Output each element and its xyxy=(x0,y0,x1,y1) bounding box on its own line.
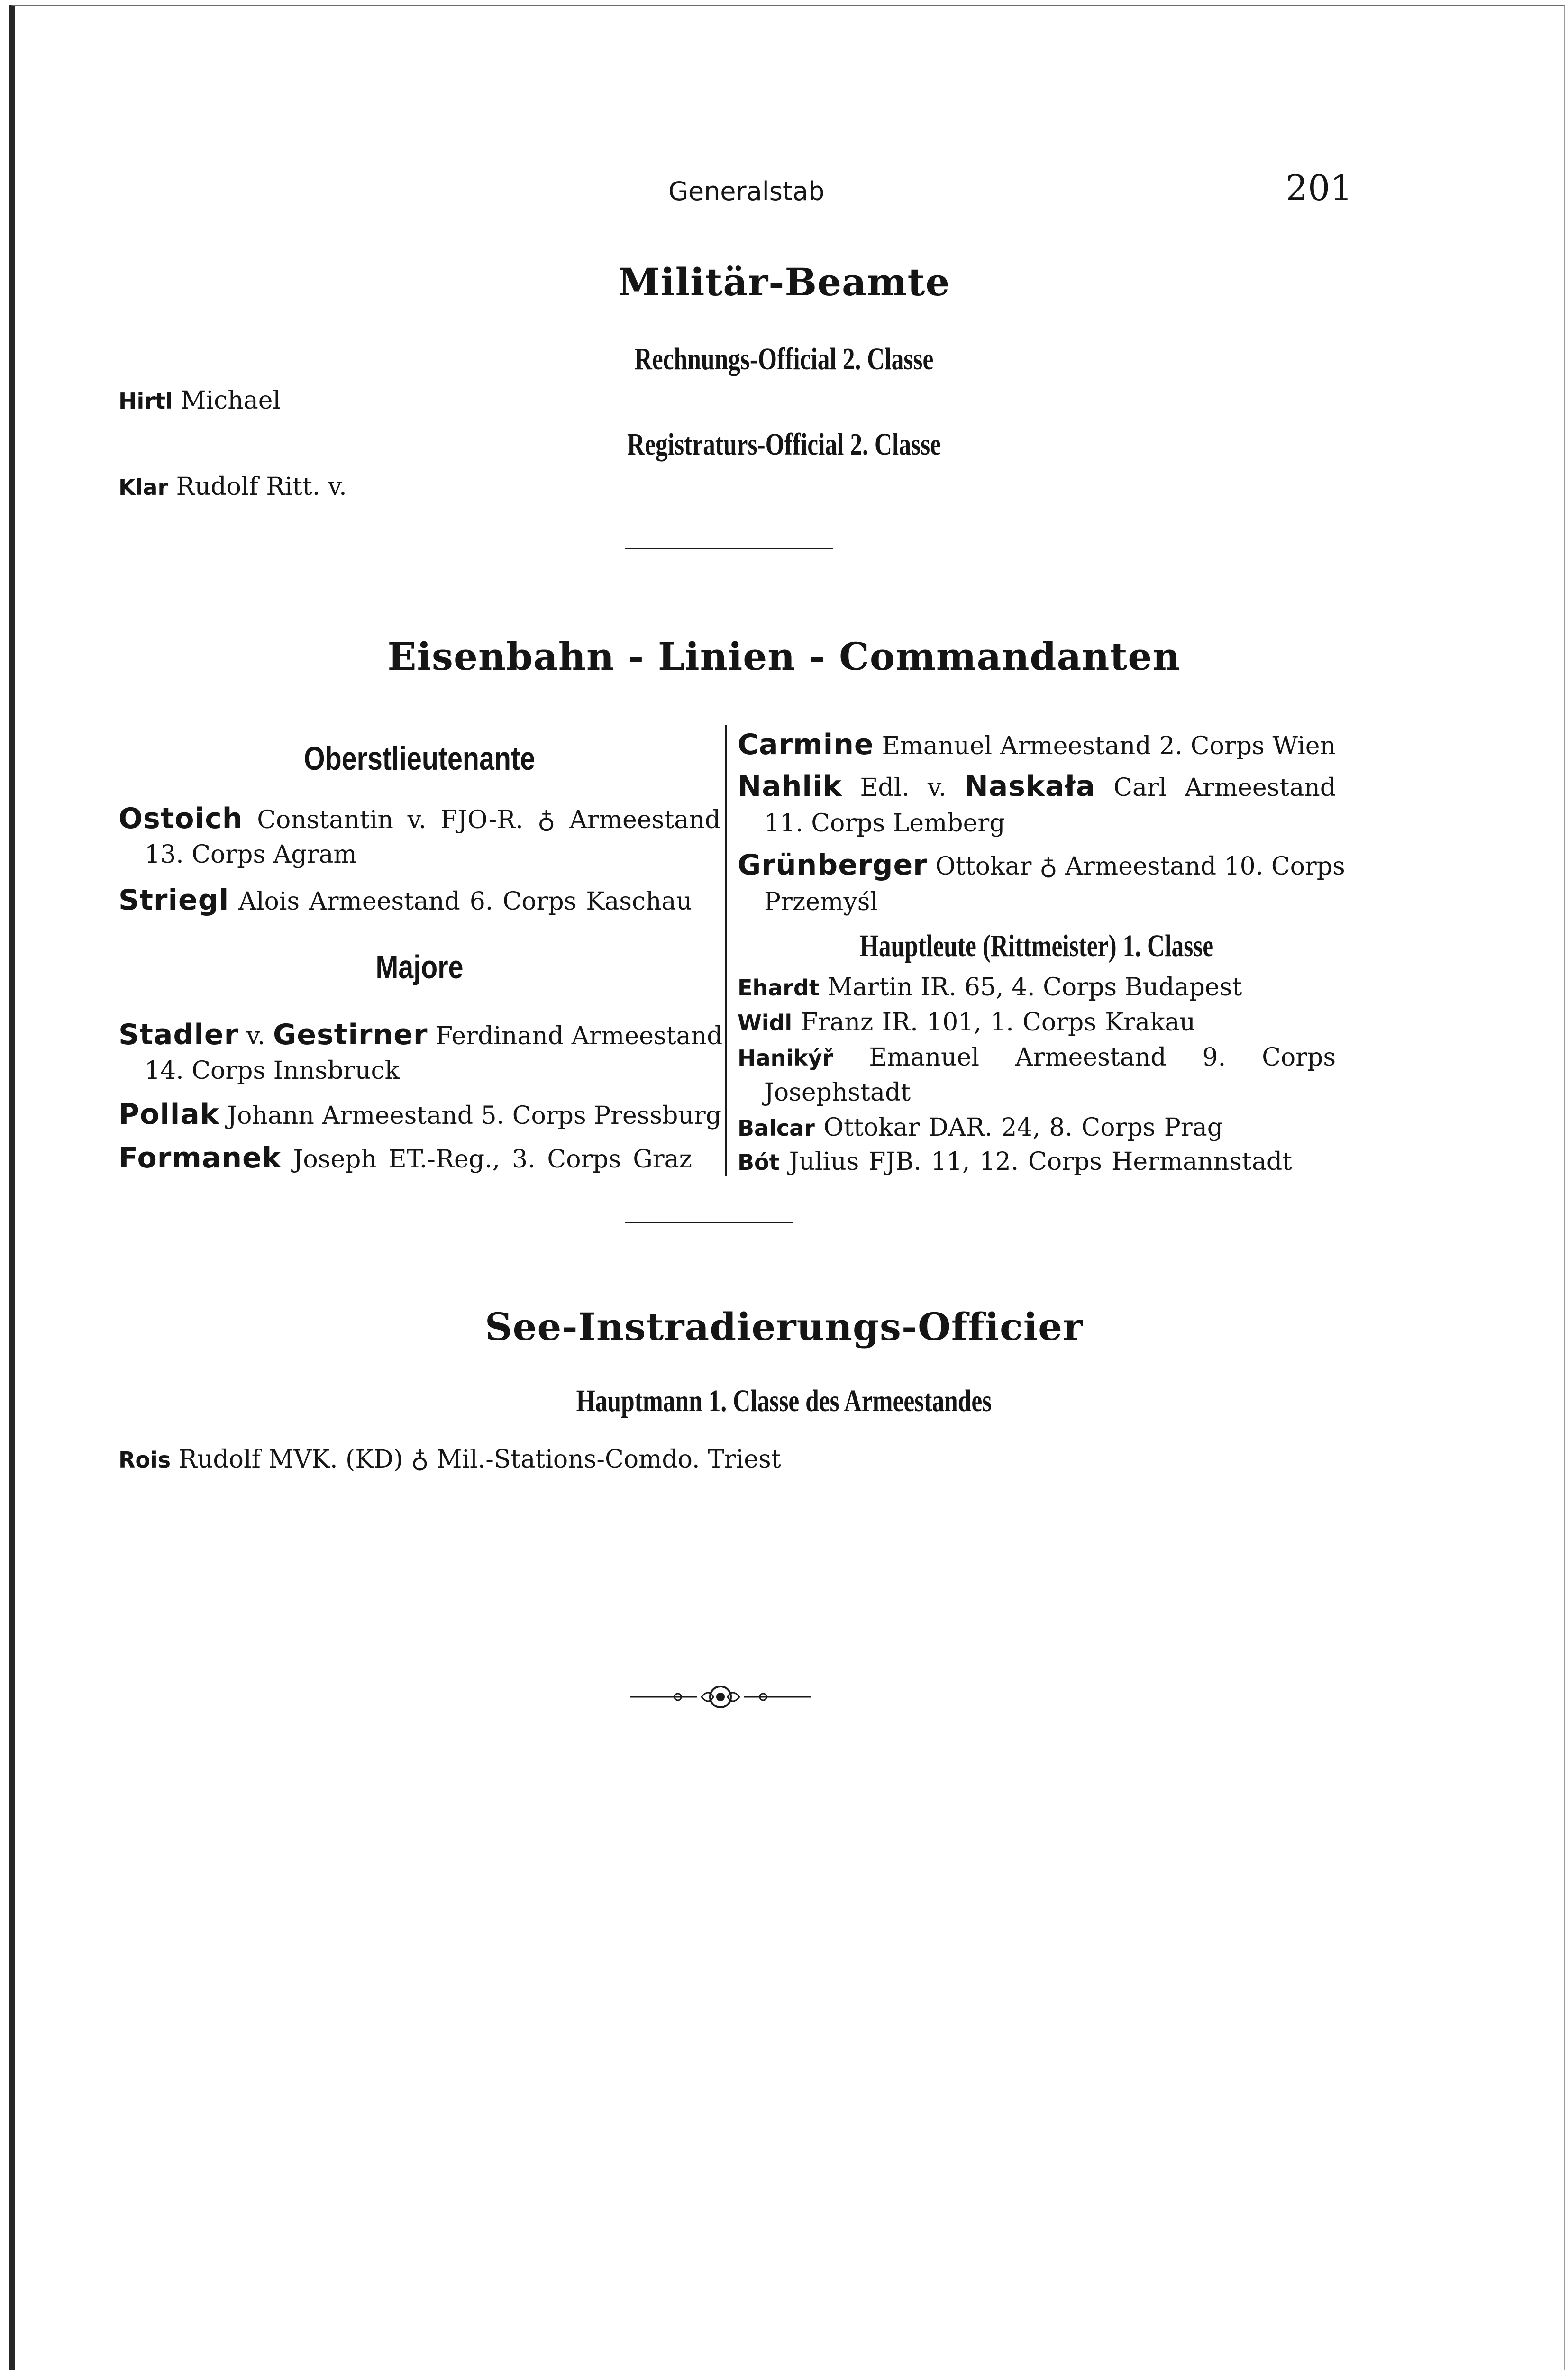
entry-details: Ottokar DAR. 24, 8. Corps Prag xyxy=(823,1113,1223,1142)
entry-widl xyxy=(738,1005,1195,1040)
entry-stadler xyxy=(119,1017,723,1054)
entry-surname: Ehardt xyxy=(738,975,820,1001)
entry-details: Emanuel Armeestand 2. Corps Wien xyxy=(882,732,1336,760)
entry-particle: v. xyxy=(246,1022,265,1050)
entry-surname: Widl xyxy=(738,1010,793,1036)
ornament-icon xyxy=(630,1683,811,1711)
entry-ehardt xyxy=(738,970,1242,1005)
rank-heading-registraturs-official: Registraturs-Official 2. Classe xyxy=(627,427,941,462)
entry-details: Julius FJB. 11, 12. Corps Hermannstadt xyxy=(789,1148,1293,1176)
running-head: Generalstab xyxy=(668,176,825,206)
entry-surname: Rois xyxy=(119,1447,171,1473)
entry-surname: Hirtl xyxy=(119,388,173,414)
column-divider xyxy=(725,725,727,1176)
entry-details: Alois Armeestand 6. Corps Kaschau xyxy=(238,887,693,916)
entry-nahlik-continuation: 11. Corps Lemberg xyxy=(764,809,1005,838)
entry-details: Rudolf MVK. (KD) ♁ Mil.-Stations-Comdo. Triest xyxy=(178,1445,781,1474)
entry-surname: Stadler xyxy=(119,1018,239,1051)
entry-details: Martin IR. 65, 4. Corps Budapest xyxy=(827,973,1242,1002)
entry-rois xyxy=(119,1442,781,1477)
entry-surname: Grünberger xyxy=(738,848,928,882)
entry-details: Ottokar ♁ Armeestand 10. Corps xyxy=(935,852,1345,881)
entry-hanikyr xyxy=(738,1040,1336,1076)
section-divider xyxy=(625,548,833,549)
rank-heading-oberstlieutenante: Oberstlieutenante xyxy=(303,740,536,777)
entry-stadler-continuation: 14. Corps Innsbruck xyxy=(145,1057,400,1085)
entry-details: Emanuel Armeestand 9. Corps xyxy=(869,1043,1336,1072)
section-divider xyxy=(625,1222,793,1223)
entry-surname: Hanikýř xyxy=(738,1045,833,1071)
entry-surname: Bót xyxy=(738,1149,780,1175)
entry-klar xyxy=(119,469,347,505)
entry-surname: Pollak xyxy=(119,1098,219,1131)
entry-surname: Balcar xyxy=(738,1115,815,1141)
entry-surname: Nahlik xyxy=(738,770,842,803)
rank-heading-rechnungs-official: Rechnungs-Official 2. Classe xyxy=(634,342,934,376)
section-title-militaer-beamte: Militär-Beamte xyxy=(618,260,950,304)
entry-details: Joseph ET.-Reg., 3. Corps Graz xyxy=(293,1145,692,1174)
entry-particle: Edl. v. xyxy=(860,774,947,802)
entry-details: Johann Armeestand 5. Corps Pressburg xyxy=(227,1102,722,1130)
entry-nahlik xyxy=(738,769,1336,805)
entry-surname-2: Gestirner xyxy=(273,1018,428,1051)
entry-details: Rudolf Ritt. v. xyxy=(176,473,347,501)
entry-gruenberger xyxy=(738,848,1345,884)
entry-details: Michael xyxy=(181,386,281,415)
entry-surname-2: Naskała xyxy=(964,770,1096,803)
entry-striegl xyxy=(119,883,692,919)
entry-surname: Carmine xyxy=(738,728,874,761)
section-title-eisenbahn: Eisenbahn - Linien - Commandanten xyxy=(387,634,1181,679)
entry-details: Carl Armeestand xyxy=(1113,774,1336,802)
entry-ostoich xyxy=(119,801,720,838)
entry-details: Constantin v. FJO-R. ♁ Armeestand xyxy=(257,806,721,834)
entry-surname: Klar xyxy=(119,474,169,500)
rank-heading-majore: Majore xyxy=(375,948,464,985)
rank-heading-hauptleute: Hauptleute (Rittmeister) 1. Classe xyxy=(859,929,1214,963)
page-number: 201 xyxy=(1285,168,1353,209)
section-title-see-instradierung: See-Instradierungs-Officier xyxy=(484,1304,1084,1349)
entry-ostoich-continuation: 13. Corps Agram xyxy=(145,840,357,869)
entry-bot xyxy=(738,1144,1292,1180)
entry-hirtl xyxy=(119,383,281,419)
entry-hanikyr-continuation: Josephstadt xyxy=(764,1078,911,1107)
entry-surname: Formanek xyxy=(119,1141,282,1175)
entry-details: Franz IR. 101, 1. Corps Krakau xyxy=(801,1008,1195,1037)
entry-carmine xyxy=(738,727,1336,764)
entry-surname: Ostoich xyxy=(119,802,243,835)
rank-heading-hauptmann: Hauptmann 1. Classe des Armeestandes xyxy=(576,1384,992,1418)
entry-surname: Striegl xyxy=(119,884,229,917)
entry-gruenberger-continuation: Przemyśl xyxy=(764,888,878,916)
entry-formanek xyxy=(119,1140,692,1177)
entry-pollak xyxy=(119,1097,720,1133)
entry-details: Ferdinand Armeestand xyxy=(436,1022,723,1050)
entry-balcar xyxy=(738,1110,1223,1146)
